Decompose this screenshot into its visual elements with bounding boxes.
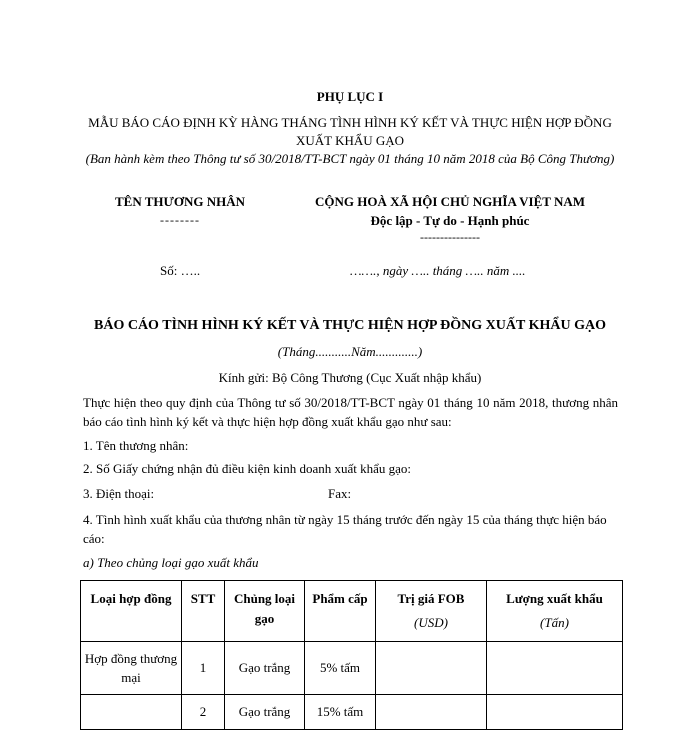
cell-stt: 1 [182,642,225,695]
intro-paragraph: Thực hiện theo quy định của Thông tư số 30/2018/TT-BCT ngày 01 tháng 10 năm 2018, thương nhân báo cáo tình hình ký kết và thực hiện hợp đồng xuất khẩu gạo như sau: [83,395,618,429]
cell-stt: 2 [182,695,225,730]
rice-export-table [80,580,623,730]
national-motto: Độc lập - Tự do - Hạnh phúc [370,213,530,228]
item-phone: 3. Điện thoại: [83,486,155,501]
header-stt: STT [182,581,225,642]
header-grade: Phẩm cấp [305,581,376,642]
header-contract-type: Loại hợp đồng [81,581,182,642]
cell-rice-type: Gạo trắng [225,642,305,695]
cell-grade: 15% tấm [305,695,376,730]
date-line: ……., ngày ….. tháng ….. năm .... [350,263,526,278]
item-fax: Fax: [328,486,352,501]
section-a-heading: a) Theo chủng loại gạo xuất khẩu [83,555,259,570]
motto-divider: --------------- [420,230,480,244]
document-number: Số: ….. [160,263,201,278]
header-volume-label: Lượng xuất khẩu [506,591,603,606]
table-header-row [81,581,623,642]
header-fob-label: Trị giá FOB [397,591,465,606]
header-volume-unit: (Tấn) [540,615,569,630]
item-certificate-number: 2. Số Giấy chứng nhận đủ điều kiện kinh doanh xuất khẩu gạo: [83,461,412,476]
item-export-status: 4. Tình hình xuất khẩu của thương nhân từ ngày 15 tháng trước đến ngày 15 của tháng thực hiện báo cáo: [83,512,607,546]
cell-fob-value [376,642,487,695]
issued-note: (Ban hành kèm theo Thông tư số 30/2018/TT-BCT ngày 01 tháng 10 năm 2018 của Bộ Công Thương) [85,151,615,166]
header-rice-type: Chủng loại gạo [225,581,305,642]
trader-name-label: TÊN THƯƠNG NHÂN [114,194,245,209]
republic-heading: CỘNG HOÀ XÃ HỘI CHỦ NGHĨA VIỆT NAM [314,194,586,209]
table-row [81,642,623,695]
item-trader-name: 1. Tên thương nhân: [83,438,189,453]
cell-export-volume [487,642,623,695]
appendix-title: PHỤ LỤC I [316,89,384,104]
cell-rice-type: Gạo trắng [225,695,305,730]
report-period: (Tháng...........Năm.............) [277,344,423,359]
trader-divider: -------- [160,213,200,227]
cell-contract-type: Hợp đồng thương mại [81,642,182,695]
addressee: Kính gửi: Bộ Công Thương (Cục Xuất nhập khẩu) [218,370,482,385]
form-title: MẪU BÁO CÁO ĐỊNH KỲ HÀNG THÁNG TÌNH HÌNH KÝ KẾT VÀ THỰC HIỆN HỢP ĐỒNG XUẤT KHẨU GẠO [88,115,612,148]
cell-grade: 5% tấm [305,642,376,695]
header-export-volume [487,581,623,642]
header-fob-value [376,581,487,642]
report-title: BÁO CÁO TÌNH HÌNH KÝ KẾT VÀ THỰC HIỆN HỢP ĐỒNG XUẤT KHẨU GẠO [94,318,606,333]
header-fob-unit: (USD) [414,615,448,630]
